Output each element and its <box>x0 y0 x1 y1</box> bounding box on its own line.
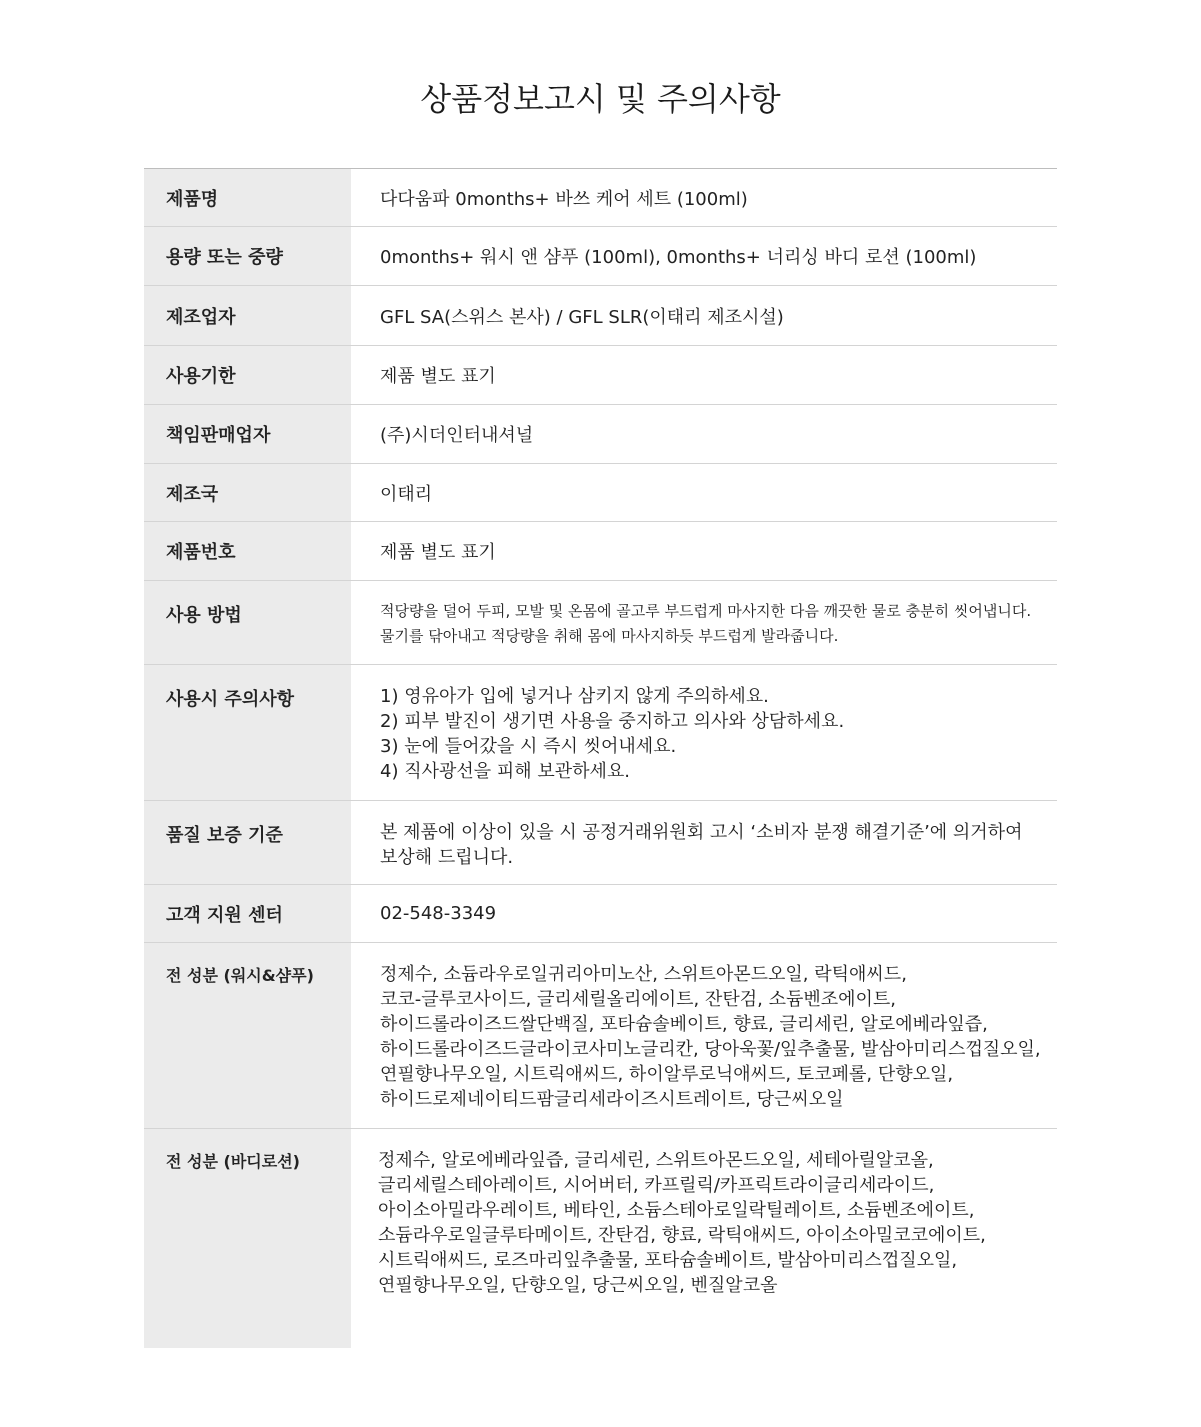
value-line: 제품 별도 표기 <box>380 542 496 563</box>
table-row <box>144 464 1057 522</box>
row-label: 고객 지원 센터 <box>144 885 351 942</box>
value-line: 0months+ 워시 앤 샴푸 (100ml), 0months+ 너리싱 바디 로션 (100ml) <box>380 247 977 268</box>
value-line: 다다움파 0months+ 바쓰 케어 세트 (100ml) <box>380 188 748 210</box>
value-line: 아이소아밀라우레이트, 베타인, 소듐스테아로일락틸레이트, 소듐벤조에이트, <box>378 1200 975 1221</box>
row-label: 사용기한 <box>144 346 351 404</box>
row-label: 용량 또는 중량 <box>144 227 351 285</box>
table-row <box>144 227 1057 286</box>
value-line: 하이드롤라이즈드쌀단백질, 포타슘솔베이트, 향료, 글리세린, 알로에베라잎즙, <box>380 1014 988 1035</box>
value-line: (주)시더인터내셔널 <box>380 425 534 446</box>
row-label: 제품번호 <box>144 522 351 580</box>
row-label: 전 성분 (바디로션) <box>144 1129 351 1348</box>
value-line: 본 제품에 이상이 있을 시 공정거래위원회 고시 ‘소비자 분쟁 해결기준’에 의거하여 <box>380 822 1023 843</box>
value-line: 정제수, 소듐라우로일귀리아미노산, 스위트아몬드오일, 락틱애씨드, <box>380 964 907 985</box>
row-value <box>351 346 1057 404</box>
row-value <box>351 169 1057 226</box>
page-title: 상품정보고시 및 주의사항 <box>420 80 781 118</box>
table-row <box>144 1129 1057 1348</box>
value-line: 하이드로제네이티드팜글리세라이즈시트레이트, 당근씨오일 <box>380 1089 844 1110</box>
row-value <box>351 665 1057 800</box>
value-line: 1) 영유아가 입에 넣거나 삼키지 않게 주의하세요. <box>380 686 769 707</box>
table-row <box>144 169 1057 227</box>
row-value <box>351 286 1057 345</box>
value-line: 적당량을 덜어 두피, 모발 및 온몸에 골고루 부드럽게 마사지한 다음 깨끗한 물로 충분히 씻어냅니다. <box>380 602 1032 620</box>
value-line: GFL SA(스위스 본사) / GFL SLR(이태리 제조시설) <box>380 306 784 328</box>
row-label: 제조업자 <box>144 286 351 345</box>
row-label: 사용시 주의사항 <box>144 665 351 800</box>
table-row <box>144 581 1057 665</box>
value-line: 글리세릴스테아레이트, 시어버터, 카프릴릭/카프릭트라이글리세라이드, <box>378 1175 935 1196</box>
row-value <box>351 464 1057 521</box>
row-value <box>351 581 1057 664</box>
table-row <box>144 885 1057 943</box>
value-line: 하이드롤라이즈드글라이코사미노글리칸, 당아욱꽃/잎추출물, 발삼아미리스껍질오일, <box>380 1039 1041 1060</box>
table-row <box>144 801 1057 885</box>
value-line: 연필향나무오일, 시트릭애씨드, 하이알루로닉애씨드, 토코페롤, 단향오일, <box>380 1064 954 1085</box>
table-row <box>144 943 1057 1129</box>
table-row <box>144 665 1057 801</box>
value-line: 이태리 <box>380 483 433 505</box>
value-line: 소듐라우로일글루타메이트, 잔탄검, 향료, 락틱애씨드, 아이소아밀코코에이트, <box>378 1225 986 1246</box>
value-line: 02-548-3349 <box>380 903 497 924</box>
row-value <box>351 943 1057 1128</box>
value-line: 코코-글루코사이드, 글리세릴올리에이트, 잔탄검, 소듐벤조에이트, <box>380 989 897 1010</box>
row-label: 품질 보증 기준 <box>144 801 351 884</box>
row-label: 사용 방법 <box>144 581 351 664</box>
value-line: 2) 피부 발진이 생기면 사용을 중지하고 의사와 상담하세요. <box>380 711 845 732</box>
row-value <box>351 522 1057 580</box>
row-value <box>351 885 1057 942</box>
table-row <box>144 346 1057 405</box>
table-row <box>144 522 1057 581</box>
value-line: 제품 별도 표기 <box>380 366 496 387</box>
row-value <box>351 801 1057 884</box>
row-label: 전 성분 (워시&샴푸) <box>144 943 351 1128</box>
row-value <box>351 405 1057 463</box>
value-line: 물기를 닦아내고 적당량을 취해 몸에 마사지하듯 부드럽게 발라줍니다. <box>380 627 839 645</box>
value-line: 정제수, 알로에베라잎즙, 글리세린, 스위트아몬드오일, 세테아릴알코올, <box>378 1150 934 1171</box>
value-line: 4) 직사광선을 피해 보관하세요. <box>380 761 631 782</box>
row-value <box>351 227 1057 285</box>
value-line: 보상해 드립니다. <box>380 847 514 868</box>
row-label: 책임판매업자 <box>144 405 351 463</box>
value-line: 연필향나무오일, 단향오일, 당근씨오일, 벤질알코올 <box>378 1275 778 1296</box>
row-value <box>351 1129 1057 1348</box>
table-row <box>144 286 1057 346</box>
row-label: 제품명 <box>144 169 351 226</box>
table-row <box>144 405 1057 464</box>
row-label: 제조국 <box>144 464 351 521</box>
value-line: 시트릭애씨드, 로즈마리잎추출물, 포타슘솔베이트, 발삼아미리스껍질오일, <box>378 1250 958 1271</box>
product-info-table <box>144 168 1057 1348</box>
value-line: 3) 눈에 들어갔을 시 즉시 씻어내세요. <box>380 736 677 757</box>
